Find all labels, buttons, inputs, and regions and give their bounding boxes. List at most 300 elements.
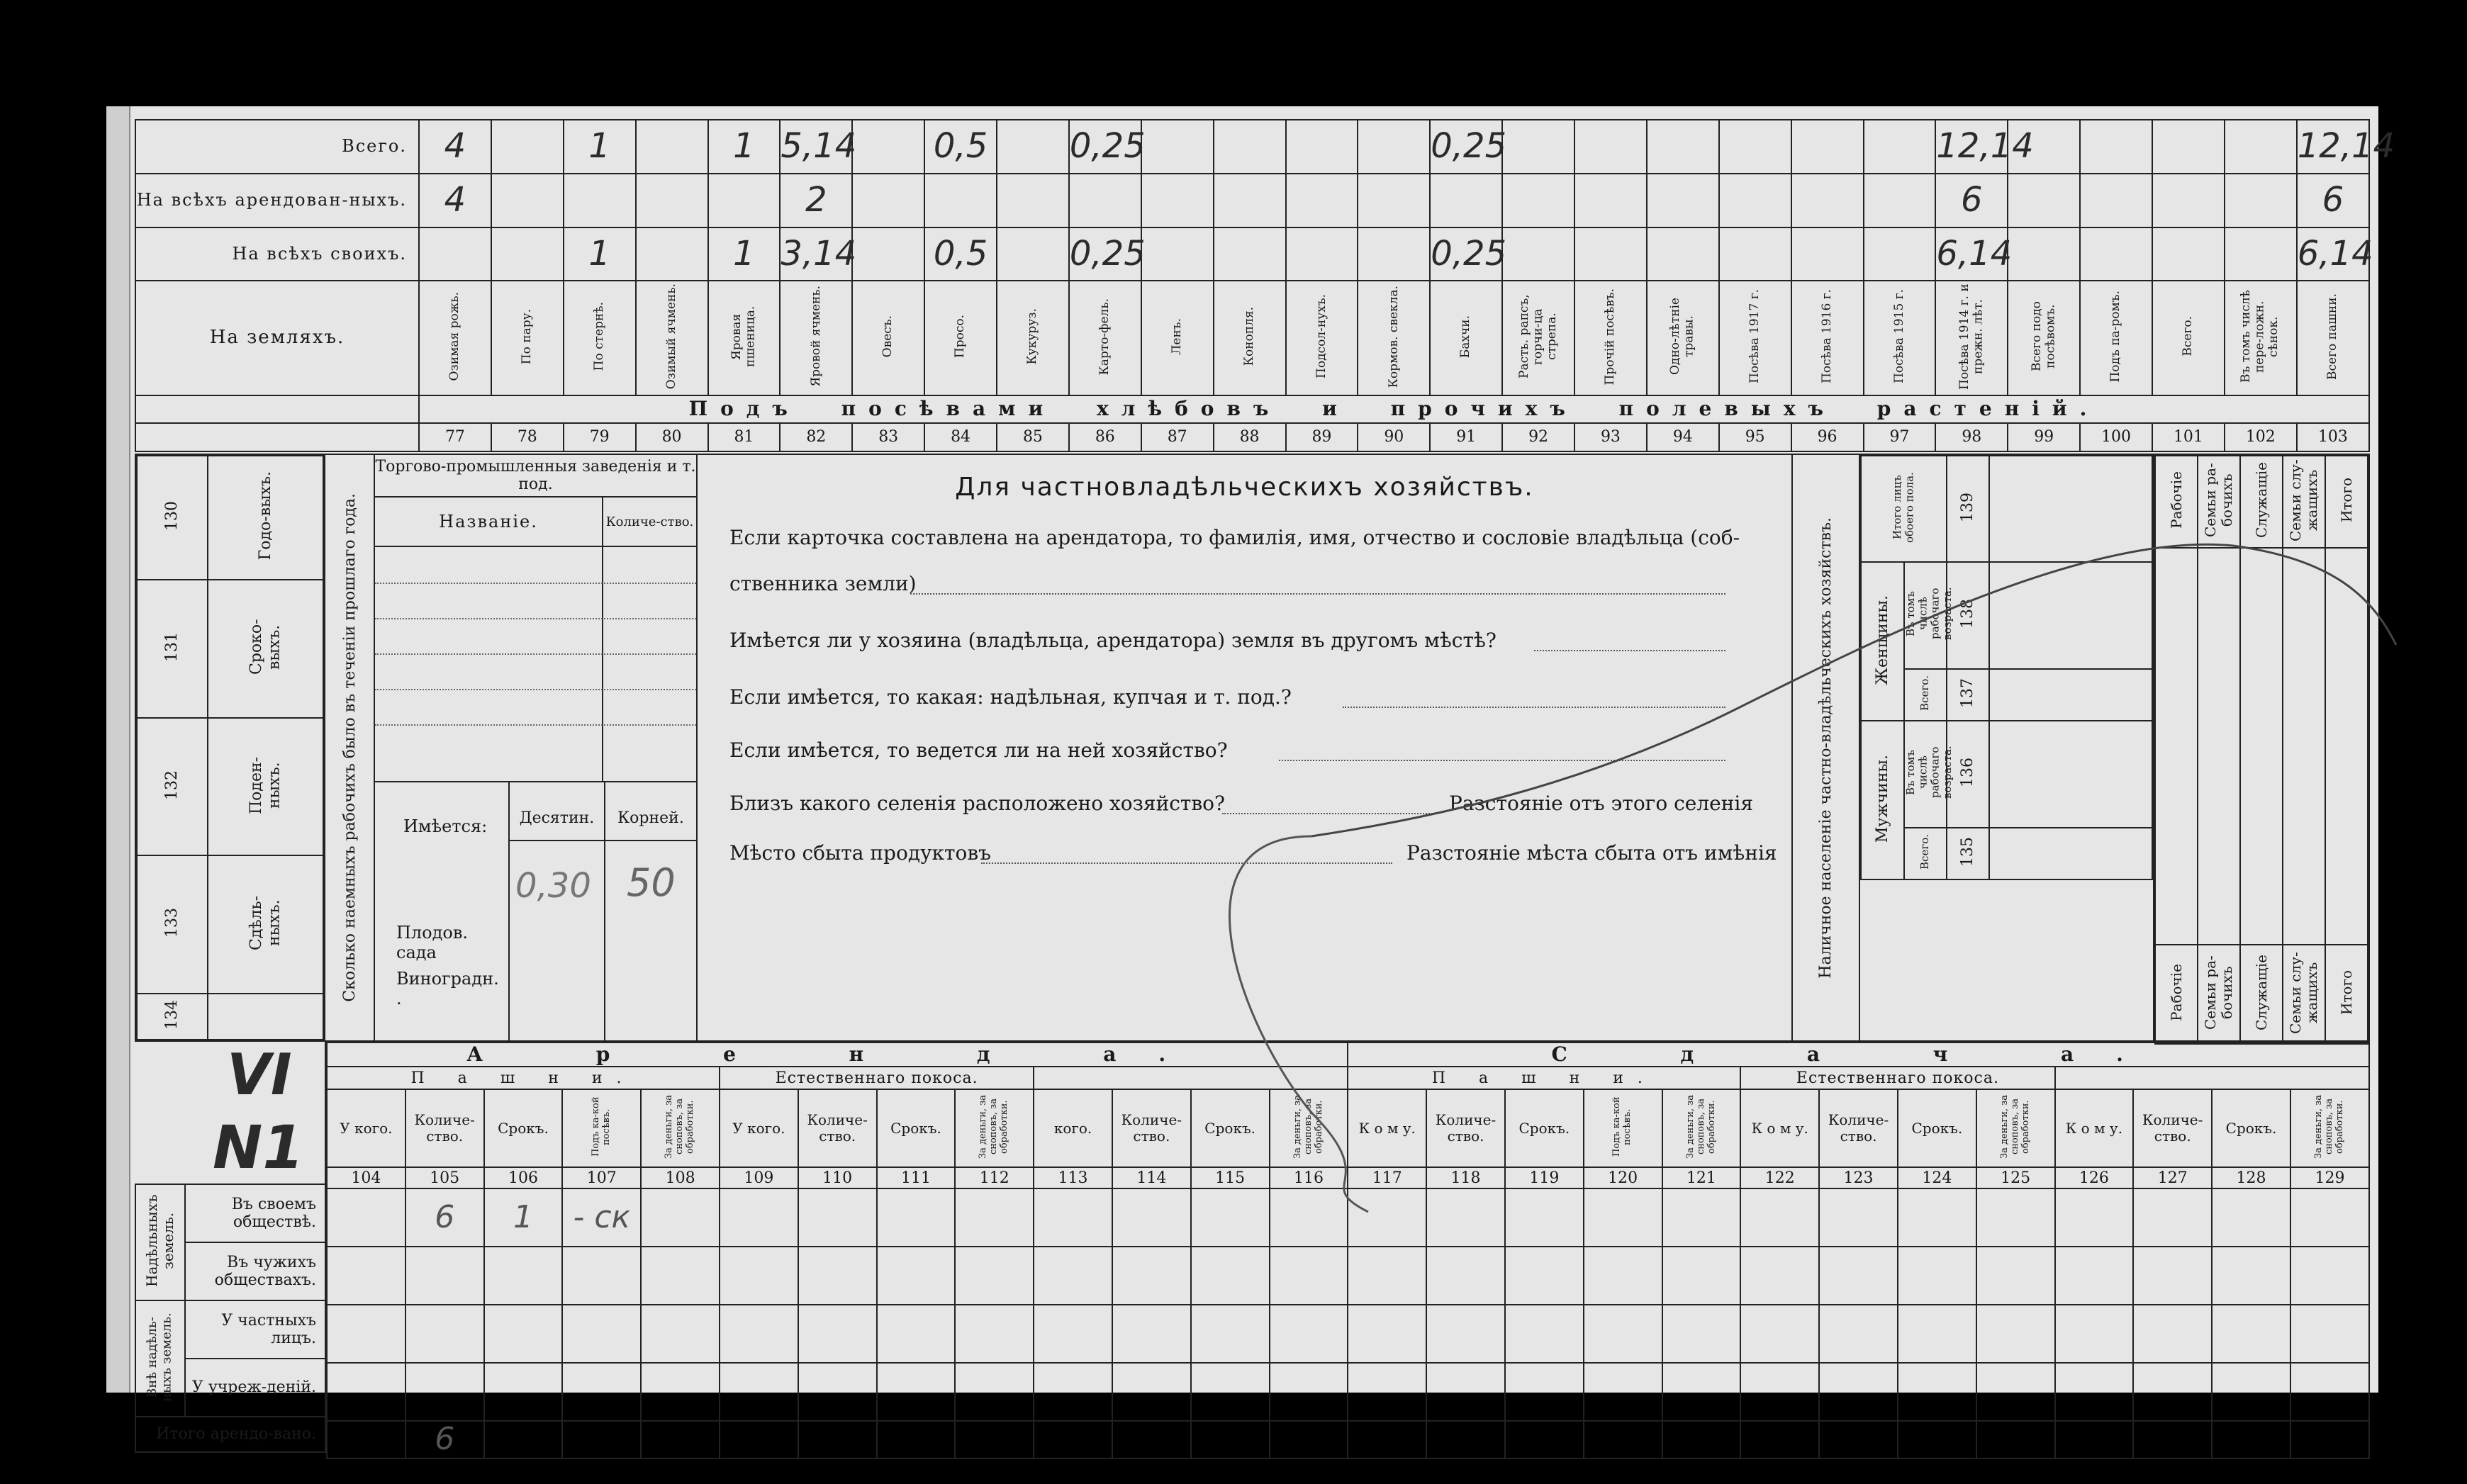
lease-column-header: Подъ ка-кой посѣвъ.: [590, 1096, 612, 1157]
population-label: Наличное населеніе частно-владѣльческихъ хозяйствъ.: [1817, 517, 1835, 979]
crop-header-cell: [1358, 281, 1430, 395]
crop-header-label: Конопля.: [1241, 307, 1256, 366]
crop-header-label: Посѣва 1917 г.: [1747, 289, 1762, 384]
crop-cell: [2225, 174, 2297, 227]
crop-header-cell: [708, 281, 781, 395]
crop-banner: Подъ посѣвами хлѣбовъ и прочихъ полевыхъ растеній.: [419, 395, 2369, 422]
question-market-distance: Разстояніе мѣста сбыта отъ имѣнія: [1406, 841, 1777, 865]
crop-header-label: Прочій посѣвъ.: [1603, 288, 1618, 385]
lease-data-row: [327, 1188, 2369, 1247]
crop-cell: [2152, 120, 2225, 174]
staff-header: Семьи ра-бочихъ: [2202, 463, 2235, 537]
crop-cell: [564, 227, 636, 281]
crop-cell: [564, 174, 636, 227]
crop-header-label: Всего.: [2181, 316, 2195, 357]
lease-row-label: [135, 1184, 325, 1242]
crop-cell: [1864, 227, 1936, 281]
lease-column-number: 116: [1270, 1167, 1348, 1188]
column-number: 93: [1574, 423, 1647, 451]
crop-cell: [1069, 227, 1146, 281]
handwritten-value: 6: [1961, 180, 1983, 220]
hired-workers-text: Сколько наемныхъ рабочихъ было въ теченіи прошлаго года.: [340, 493, 359, 1002]
question-village: Близъ какого селенія расположено хозяйство?: [729, 792, 1226, 815]
worker-type-label: Поден-ныхъ.: [247, 756, 284, 814]
crop-header-cell: [1430, 281, 1502, 395]
crop-cell: [780, 227, 857, 281]
crop-cell: [1141, 227, 1214, 281]
crop-header-cell: [1864, 281, 1936, 395]
worker-column-number: 134: [163, 1000, 181, 1030]
column-number: 98: [1935, 423, 2008, 451]
lease-row-title: Итого арендо-вано.: [156, 1425, 316, 1444]
margin-handwriting-n1: N1: [213, 1113, 304, 1182]
private-owner-title: Для частновладѣльческихъ хозяйствъ.: [955, 473, 1534, 502]
crop-cell: [419, 174, 491, 227]
handwritten-value: 12,14: [2297, 126, 2395, 167]
crop-cell: [924, 120, 997, 174]
worker-type-row: [137, 580, 323, 718]
column-number: 97: [1864, 423, 1936, 451]
question-other-land: Имѣется ли у хозяина (владѣльца, арендатора) земля въ другомъ мѣстѣ?: [729, 629, 1497, 652]
crop-header-label: Яровая пшеница.: [729, 305, 758, 367]
crop-header-label: Карто-фель.: [1097, 298, 1112, 375]
crop-header-label: Расть. рапсъ, горчи-ца стрепа.: [1516, 294, 1559, 379]
column-number: 80: [636, 423, 708, 451]
garden-roots-value: 50: [627, 860, 676, 905]
handwritten-value: 0,25: [1069, 126, 1146, 167]
handwritten-value: 0,25: [1431, 233, 1507, 274]
staff-footer-row: [2155, 945, 2368, 1044]
lease-column-number: 118: [1426, 1167, 1505, 1188]
crop-header-label: Просо.: [953, 315, 968, 359]
crop-header-cell: [1286, 281, 1358, 395]
lease-column-number: 106: [484, 1167, 563, 1188]
staff-footer: Семьи слу-жащихъ: [2287, 951, 2320, 1034]
crop-cell: [1574, 227, 1647, 281]
handwritten-value: 1: [588, 126, 610, 167]
lease-column-header: К о м у.: [1358, 1119, 1416, 1137]
crop-cell: [1864, 120, 1936, 174]
lease-column-header: За деньги, за сноповъ, за обработки.: [978, 1094, 1010, 1159]
handwritten-value: 0,25: [1069, 233, 1146, 274]
crop-total-row: [135, 120, 2369, 174]
sdacha-title: С д а ч а.: [1348, 1042, 2369, 1067]
crop-header-label: Одно-лѣтніе травы.: [1668, 298, 1696, 376]
crop-cell: [2080, 120, 2152, 174]
crop-cell: [2152, 174, 2225, 227]
lease-column-number: 113: [1034, 1167, 1112, 1188]
lease-column-number: 105: [405, 1167, 484, 1188]
crop-header-cell: [2152, 281, 2225, 395]
men-label: Мужчины.: [1873, 754, 1891, 843]
worker-type-row: [137, 718, 323, 856]
crop-header-row: [135, 281, 2369, 395]
crop-cell: [1502, 120, 1574, 174]
crop-cell: [1286, 227, 1358, 281]
lease-title-row: [327, 1042, 2369, 1067]
handwritten-value: 3,14: [781, 233, 857, 274]
staff-footer: Служащіе: [2252, 955, 2270, 1030]
lease-handwritten-value: 6: [435, 1421, 455, 1458]
lease-column-number: 120: [1584, 1167, 1662, 1188]
population-grid: [1860, 455, 2153, 880]
column-number: 92: [1502, 423, 1574, 451]
worker-type-row: [137, 994, 323, 1040]
crop-cell: [2080, 174, 2152, 227]
crop-cell: [1719, 174, 1791, 227]
column-number: 103: [2297, 423, 2369, 451]
lease-group-row: [327, 1067, 2369, 1089]
lease-column-header: Срокъ.: [498, 1119, 549, 1137]
crop-cell: [636, 227, 708, 281]
column-number: 79: [564, 423, 636, 451]
lease-column-number: 123: [1819, 1167, 1898, 1188]
handwritten-value: 12,14: [1936, 126, 2034, 167]
lease-column-number: 112: [955, 1167, 1034, 1188]
crop-cell: [852, 120, 924, 174]
lease-column-header: Количе-ство.: [2142, 1111, 2203, 1145]
crop-header-cell: [419, 281, 491, 395]
lease-column-header: Срокъ.: [890, 1119, 941, 1137]
lease-column-number: 119: [1505, 1167, 1584, 1188]
lease-row-title: Въ своемъ обществѣ.: [231, 1195, 316, 1231]
row-label: На всѣхъ своихъ.: [135, 227, 419, 281]
crop-cell: [780, 120, 857, 174]
crop-header-label: Въ томъ числѣ пере-ложн. сѣнок.: [2239, 290, 2281, 383]
lease-column-header: За деньги, за сноповъ, за обработки.: [2313, 1094, 2345, 1159]
crop-cell: [708, 120, 781, 174]
lease-data-row: [327, 1305, 2369, 1363]
lease-row-title: Въ чужихъ обществахъ.: [214, 1253, 316, 1289]
staff-footer: Семьи ра-бочихъ: [2202, 955, 2235, 1030]
crop-cell: [1647, 227, 1719, 281]
staff-block: [2153, 455, 2368, 1040]
crop-header-label: Яровой ячмень.: [808, 286, 823, 388]
crop-total-row: [135, 227, 2369, 281]
lease-column-header: Количе-ство.: [807, 1111, 868, 1145]
staff-header: Служащіе: [2252, 462, 2270, 538]
lease-column-header: У кого.: [732, 1119, 785, 1137]
column-number: 90: [1358, 423, 1430, 451]
crop-cell: [1069, 174, 1141, 227]
garden-dessiatines-value: 0,30: [515, 866, 591, 906]
lease-column-number: 121: [1662, 1167, 1741, 1188]
row-label: Всего.: [135, 120, 419, 174]
column-number: 78: [491, 423, 564, 451]
crop-cell: [1502, 227, 1574, 281]
column-number: 77: [419, 423, 491, 451]
trade-name-header: Названіе.: [375, 498, 602, 547]
crop-cell: [780, 174, 852, 227]
crop-cell: [419, 227, 491, 281]
crop-header-cell: [2008, 281, 2080, 395]
column-number: 101: [2152, 423, 2225, 451]
lease-column-number: 117: [1348, 1167, 1426, 1188]
crop-header-cell: [491, 281, 564, 395]
lease-column-number: 108: [641, 1167, 720, 1188]
crop-total-row: [135, 174, 2369, 227]
crop-cell: [491, 120, 564, 174]
handwritten-value: 2: [805, 180, 827, 220]
workers-table: [136, 455, 324, 1040]
crop-header-label: Подъ па-ромъ.: [2108, 290, 2123, 383]
lease-row-label: [135, 1417, 325, 1452]
crop-header-cell: [1214, 281, 1286, 395]
column-number: 86: [1069, 423, 1141, 451]
crop-cell: [2297, 120, 2395, 174]
crop-cell: [2080, 227, 2152, 281]
crop-cell: [1719, 120, 1791, 174]
worker-column-number: 132: [163, 770, 181, 800]
lease-column-header: За деньги, за сноповъ, за обработки.: [1292, 1094, 1324, 1159]
population-column-number: 136: [1959, 757, 1977, 787]
row-label: На всѣхъ арендован-ныхъ.: [135, 174, 419, 227]
lease-number-row: [327, 1167, 2369, 1188]
lease-column-header: Срокъ.: [1204, 1119, 1256, 1137]
crop-header-cell: [2297, 281, 2369, 395]
crop-header-cell: [1574, 281, 1647, 395]
crop-cell: [1791, 174, 1864, 227]
crop-header-cell: [924, 281, 997, 395]
crop-cell: [1502, 174, 1574, 227]
crop-cell: [1141, 174, 1214, 227]
lease-column-number: 110: [798, 1167, 877, 1188]
crop-cell: [1286, 174, 1358, 227]
handwritten-value: 6: [2322, 180, 2344, 220]
lease-column-header: К о м у.: [1751, 1119, 1808, 1137]
private-owner-block: [696, 455, 1791, 1040]
crop-header-cell: [1502, 281, 1574, 395]
handwritten-value: 6,14: [1936, 233, 2013, 274]
staff-header-row: [2155, 456, 2368, 548]
lease-column-number: 109: [720, 1167, 798, 1188]
crop-cell: [2297, 174, 2369, 227]
crop-cell: [636, 120, 708, 174]
roots-header: Корней.: [605, 809, 696, 841]
crop-cell: [1791, 227, 1864, 281]
population-block: [1791, 455, 2153, 1040]
crop-cell: [1286, 120, 1358, 174]
lease-column-header: За деньги, за сноповъ, за обработки.: [1684, 1094, 1717, 1159]
crop-cell: [997, 120, 1069, 174]
crops-table-section: [135, 119, 2395, 452]
crop-header-label: Озимый ячмень.: [664, 283, 678, 390]
staff-header: Семьи слу-жащихъ: [2287, 459, 2320, 541]
lease-column-header: Количе-ство.: [1435, 1111, 1497, 1145]
crop-header-cell: [1069, 281, 1141, 395]
lease-column-header: У кого.: [340, 1119, 393, 1137]
lease-column-number: 126: [2055, 1167, 2134, 1188]
margin-handwriting-vi: VI: [227, 1042, 292, 1108]
middle-section: [135, 454, 2370, 1042]
crop-cell: [2225, 227, 2297, 281]
question-owner-b: ственника земли): [729, 572, 917, 595]
arenda-title: А р е н д а.: [327, 1042, 1348, 1067]
crop-cell: [1141, 120, 1214, 174]
lease-table: [326, 1042, 2370, 1459]
handwritten-value: 4: [444, 180, 466, 220]
column-number: 87: [1141, 423, 1214, 451]
column-number: 82: [780, 423, 852, 451]
crop-cell: [708, 174, 781, 227]
crop-header-cell: [2225, 281, 2297, 395]
lease-column-header: Количе-ство.: [414, 1111, 475, 1145]
population-subheader: Итого лицъ обоего пола.: [1891, 471, 1916, 543]
population-column-number: 138: [1959, 599, 1977, 629]
worker-column-number: 131: [163, 632, 181, 663]
lease-column-header: Подъ ка-кой посѣвъ.: [1611, 1096, 1633, 1157]
crop-header-cell: [1935, 281, 2008, 395]
column-number: 100: [2080, 423, 2152, 451]
lease-data-row: [327, 1421, 2369, 1458]
crop-header-label: По стернѣ.: [591, 302, 606, 371]
column-number: 84: [924, 423, 997, 451]
crop-cell: [2297, 227, 2373, 281]
crop-header-label: Кормов. свекла.: [1386, 285, 1401, 388]
lease-column-number: 125: [1976, 1167, 2055, 1188]
lease-column-header: кого.: [1053, 1119, 1092, 1137]
lease-column-number: 127: [2133, 1167, 2212, 1188]
crop-cell: [419, 120, 491, 174]
crop-cell: [1574, 120, 1647, 174]
population-row: [1861, 721, 2152, 827]
lease-group-pashni: П а ш н и.: [1348, 1067, 1740, 1089]
crop-cell: [1719, 227, 1791, 281]
crop-cell: [1647, 120, 1719, 174]
population-row: [1861, 456, 2152, 562]
column-number: 83: [852, 423, 924, 451]
crop-header-cell: [1719, 281, 1791, 395]
allotment-lands-label: Надѣльныхъ земель.: [143, 1194, 177, 1287]
trade-qty-header: Количе-ство.: [602, 498, 696, 547]
worker-column-number: 130: [163, 501, 181, 532]
crop-header-label: Кукуруз.: [1025, 308, 1040, 365]
crop-cell: [1358, 227, 1430, 281]
crop-header-cell: [1141, 281, 1214, 395]
column-number: 102: [2225, 423, 2297, 451]
crop-cell: [491, 174, 564, 227]
lease-handwritten-value: 6: [435, 1198, 455, 1235]
card-fold-edge: [106, 106, 130, 1393]
crop-cell: [1069, 120, 1146, 174]
crop-cell: [1935, 174, 2008, 227]
population-subheader: Въ томъ числѣ рабочаго возраста.: [1903, 746, 1954, 799]
lease-column-header: За деньги, за сноповъ, за обработки.: [664, 1094, 696, 1159]
crop-header-label: По пару.: [520, 308, 535, 364]
crop-cell: [2008, 120, 2080, 174]
crop-cell: [1935, 227, 2013, 281]
crop-cell: [2008, 227, 2080, 281]
worker-type-row: [137, 855, 323, 994]
population-column-number: 139: [1959, 492, 1977, 522]
population-row: [1861, 669, 2152, 721]
crop-cell: [1358, 120, 1430, 174]
vineyard-label: Виноградн. .: [396, 969, 499, 1008]
crop-banner-row: [135, 395, 2369, 422]
crop-cell: [1647, 174, 1719, 227]
lease-column-number: 107: [562, 1167, 641, 1188]
handwritten-value: 1: [588, 233, 610, 274]
lease-column-number: 104: [327, 1167, 405, 1188]
lease-column-header: Количе-ство.: [1828, 1111, 1889, 1145]
crop-header-cell: [2080, 281, 2152, 395]
crop-header-label: Озимая рожь.: [447, 292, 462, 381]
crop-cell: [997, 174, 1069, 227]
crop-cell: [924, 227, 997, 281]
crop-cell: [1214, 227, 1286, 281]
trade-block: [374, 455, 696, 1040]
trade-title: Торгово-промышленныя заведенія и т. под.: [375, 455, 696, 498]
population-subheader: Всего.: [1918, 675, 1932, 712]
column-number: 81: [708, 423, 781, 451]
lease-column-number: 124: [1898, 1167, 1976, 1188]
crop-header-cell: [852, 281, 924, 395]
crop-cell: [2008, 174, 2080, 227]
non-allotment-lands-label: Внѣ надѣль-ныхъ земель.: [145, 1312, 174, 1402]
crop-header-label: Посѣва 1915 г.: [1891, 289, 1906, 384]
has-label: Имѣется:: [403, 816, 488, 836]
crop-cell: [852, 227, 924, 281]
lease-column-header: Срокъ.: [2225, 1119, 2277, 1137]
handwritten-value: 5,14: [781, 126, 857, 167]
question-land-type: Если имѣется, то какая: надѣльная, купчая и т. под.?: [729, 685, 1292, 709]
crop-cell: [1935, 120, 2034, 174]
crop-header-label: Всего подо посѣвомъ.: [2029, 301, 2058, 372]
lease-column-header: За деньги, за сноповъ, за обработки.: [1998, 1094, 2031, 1159]
column-number: 89: [1286, 423, 1358, 451]
crop-cell: [564, 120, 636, 174]
worker-type-label: Годо-выхъ.: [256, 471, 274, 561]
staff-footer: Рабочіе: [2167, 964, 2185, 1021]
lease-column-header: Срокъ.: [1911, 1119, 1963, 1137]
question-farming: Если имѣется, то ведется ли на ней хозяйство?: [729, 738, 1228, 762]
column-number: 85: [997, 423, 1069, 451]
staff-header: Рабочіе: [2167, 471, 2185, 529]
crop-cell: [1430, 174, 1502, 227]
lease-handwritten-value: 1: [513, 1198, 533, 1235]
handwritten-value: 0,25: [1431, 126, 1507, 167]
workers-block: [136, 455, 324, 1040]
crop-header-label: Всего пашни.: [2325, 293, 2340, 380]
crop-cell: [1214, 174, 1286, 227]
lease-column-header: Количе-ство.: [1121, 1111, 1182, 1145]
handwritten-value: 0,5: [933, 126, 988, 167]
crop-cell: [2225, 120, 2297, 174]
question-owner-a: Если карточка составлена на арендатора, то фамилія, имя, отчество и сословіе владѣльца (соб-: [729, 526, 1740, 549]
crop-cell: [708, 227, 781, 281]
lease-group-pokos: Естественнаго покоса.: [1740, 1067, 2054, 1089]
crop-cell: [1430, 120, 1507, 174]
handwritten-value: 4: [444, 126, 466, 167]
crop-header-cell: [1791, 281, 1864, 395]
population-row: [1861, 828, 2152, 879]
column-number: 99: [2008, 423, 2080, 451]
crop-cell: [997, 227, 1069, 281]
column-number: 95: [1719, 423, 1791, 451]
crop-cell: [2152, 227, 2225, 281]
population-column-number: 135: [1959, 836, 1977, 867]
lease-row-labels: [135, 1184, 326, 1444]
crop-cell: [1864, 174, 1936, 227]
lease-group-pokos: Естественнаго покоса.: [720, 1067, 1034, 1089]
lease-column-number: 128: [2212, 1167, 2290, 1188]
crop-header-label: Бахчи.: [1458, 315, 1473, 358]
women-label: Женщины.: [1873, 595, 1891, 685]
crop-header-cell: [636, 281, 708, 395]
crop-cell: [924, 174, 997, 227]
lease-section: [135, 1042, 2370, 1458]
lease-row-title: У частныхъ лицъ.: [221, 1311, 316, 1347]
